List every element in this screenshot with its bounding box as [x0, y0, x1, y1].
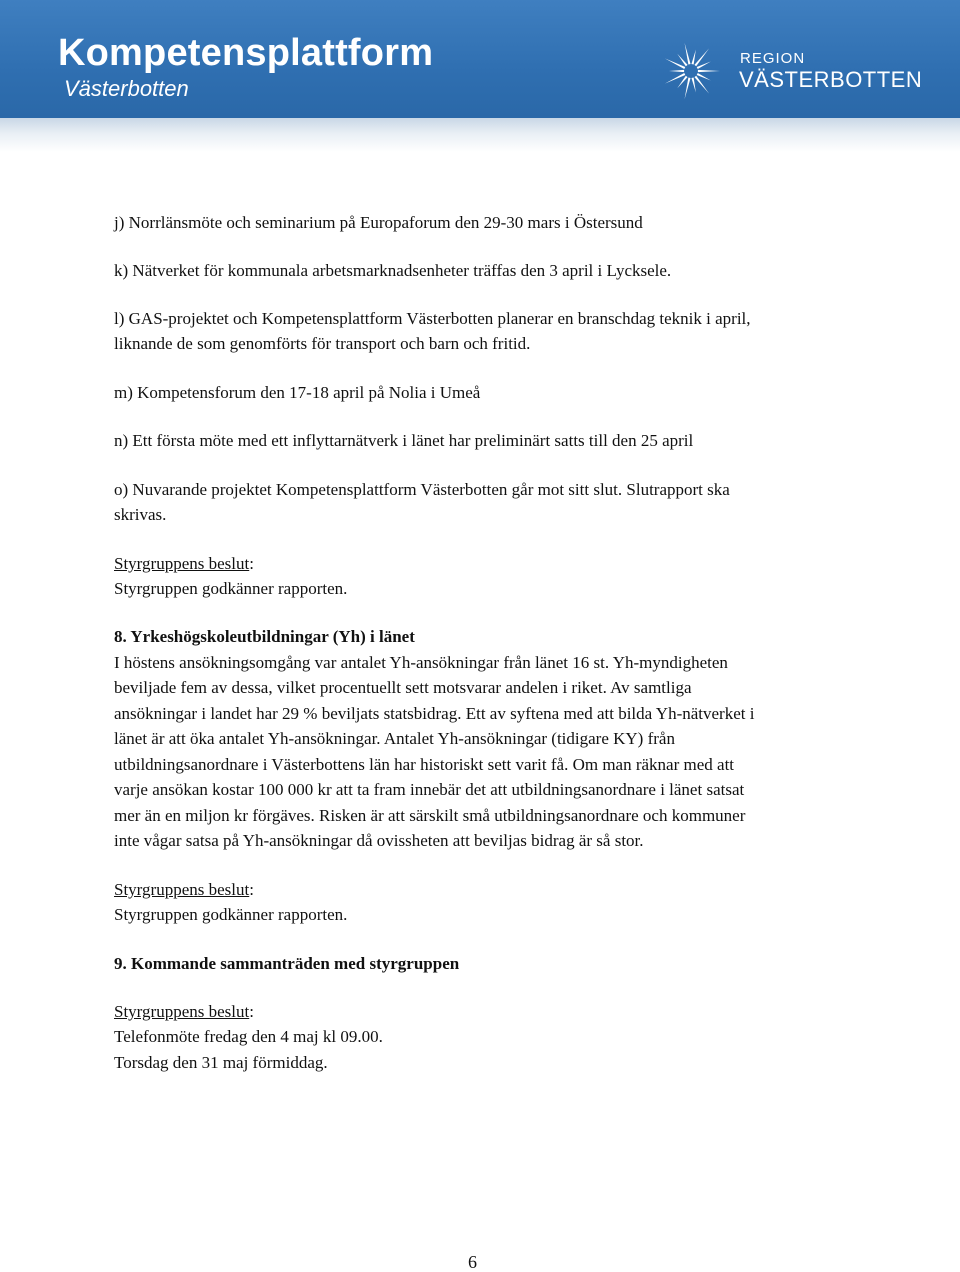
section-8-line: mer än en miljon kr förgäves. Risken är att särskilt små utbildningsanordnare och kommuner — [114, 806, 746, 825]
region-label: REGION — [740, 50, 806, 67]
item-k: k) Nätverket för kommunala arbetsmarknadsenheter träffas den 3 april i Lycksele. — [114, 261, 672, 280]
decision-label — [114, 877, 854, 902]
section-8-line: beviljade fem av dessa, vilket procentuellt sett motsvarar andelen i riket. Av samtliga — [114, 678, 692, 697]
section-8-line: länet är att öka antalet Yh-ansökningar. Antalet Yh-ansökningar (tidigare KY) från — [114, 729, 675, 748]
page-number: 6 — [468, 1252, 477, 1272]
star-burst-logo-icon — [660, 40, 722, 102]
section-8-line: I höstens ansökningsomgång var antalet Yh-ansökningar från länet 16 st. Yh-myndigheten — [114, 653, 728, 672]
section-8-line: utbildningsanordnare i Västerbottens län har historiskt sett varit få. Om man räknar med att — [114, 755, 735, 774]
brand-subtitle: Västerbotten — [64, 76, 189, 101]
section-9-heading: 9. Kommande sammanträden med styrgruppen — [114, 954, 460, 973]
item-o-line2: skrivas. — [114, 505, 167, 524]
meeting-line: Torsdag den 31 maj förmiddag. — [114, 1053, 328, 1072]
item-l-line1: l) GAS-projektet och Kompetensplattform Västerbotten planerar en branschdag teknik i april, — [114, 309, 751, 328]
decision-label — [114, 551, 854, 576]
item-l-line2: liknande de som genomförts för transport och barn och fritid. — [114, 334, 531, 353]
section-8-line: ansökningar i landet har 29 % beviljats statsbidrag. Ett av syftena med att bilda Yh-nätverket i — [114, 704, 755, 723]
meeting-line: Telefonmöte fredag den 4 maj kl 09.00. — [114, 1027, 383, 1046]
decision-label-colon: : — [249, 554, 254, 573]
decision-label-text: Styrgruppens beslut — [114, 1002, 250, 1021]
page-header-banner — [0, 0, 960, 118]
item-j: j) Norrlänsmöte och seminarium på Europaforum den 29-30 mars i Östersund — [114, 213, 643, 232]
decision-label-colon: : — [249, 880, 254, 899]
brand-title: Kompetensplattform — [58, 32, 434, 74]
decision-label-text: Styrgruppens beslut — [114, 880, 250, 899]
decision-label-colon: : — [249, 1002, 254, 1021]
region-name: VÄSTERBOTTEN — [739, 67, 923, 92]
decision-text: Styrgruppen godkänner rapporten. — [114, 905, 348, 924]
item-m: m) Kompetensforum den 17-18 april på Nolia i Umeå — [114, 383, 481, 402]
section-8-heading: 8. Yrkeshögskoleutbildningar (Yh) i länet — [114, 627, 415, 646]
section-8-line: inte vågar satsa på Yh-ansökningar då ovissheten att beviljas bidrag är så stor. — [114, 831, 644, 850]
item-o-line1: o) Nuvarande projektet Kompetensplattform Västerbotten går mot sitt slut. Slutrapport ska — [114, 480, 730, 499]
item-n: n) Ett första möte med ett inflyttarnätverk i länet har preliminärt satts till den 25 april — [114, 431, 694, 450]
section-8-line: varje ansökan kostar 100 000 kr att ta fram innebär det att utbildningsanordnare i länet satsat — [114, 780, 745, 799]
header-fade — [0, 118, 960, 152]
decision-text: Styrgruppen godkänner rapporten. — [114, 579, 348, 598]
decision-label — [114, 999, 854, 1024]
decision-label-text: Styrgruppens beslut — [114, 554, 250, 573]
